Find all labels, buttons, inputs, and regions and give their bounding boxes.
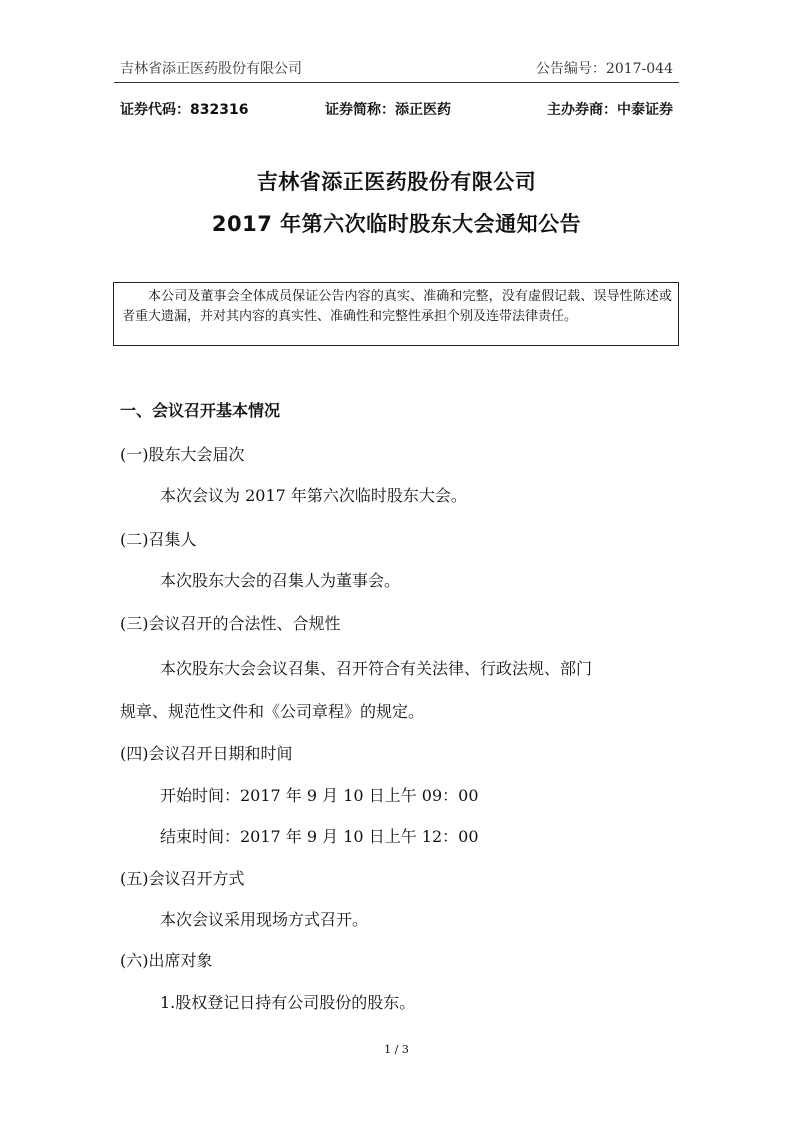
board-assurance-notice: 本公司及董事会全体成员保证公告内容的真实、准确和完整，没有虚假记载、误导性陈述或者重大遗漏，并对其内容的真实性、准确性和完整性承担个别及连带法律责任。: [113, 282, 679, 346]
subsection-heading: (四)会议召开日期和时间: [120, 744, 293, 763]
section-heading: 一、会议召开基本情况: [120, 401, 281, 420]
meeting-end-time: 结束时间：2017 年 9 月 10 日上午 12：00: [160, 827, 479, 846]
lead-broker: 主办券商：中泰证券: [547, 102, 673, 118]
header-company-name: 吉林省添正医药股份有限公司: [120, 61, 302, 77]
header-divider: [114, 82, 679, 83]
page-header: [120, 58, 673, 80]
subsection-text: 本次股东大会会议召集、召开符合有关法律、行政法规、部门: [160, 659, 593, 678]
subsection-heading: (五)会议召开方式: [120, 869, 245, 888]
securities-short-name: 证券简称：添正医药: [325, 102, 451, 118]
header-announcement-number: 公告编号：2017-044: [535, 61, 673, 77]
subsection-text: 本次会议为 2017 年第六次临时股东大会。: [160, 486, 467, 505]
attendee-item: 1.股权登记日持有公司股份的股东。: [160, 993, 416, 1012]
subsection-heading: (三)会议召开的合法性、合规性: [120, 614, 341, 633]
document-title-meeting: 2017 年第六次临时股东大会通知公告: [211, 212, 582, 236]
meeting-start-time: 开始时间：2017 年 9 月 10 日上午 09：00: [160, 786, 479, 805]
document-title-company: 吉林省添正医药股份有限公司: [256, 170, 537, 194]
subsection-text: 本次会议采用现场方式召开。: [160, 910, 369, 929]
subsection-text: 本次股东大会的召集人为董事会。: [160, 571, 401, 590]
subsection-heading: (二)召集人: [120, 530, 197, 549]
securities-code: 证券代码：832316: [120, 102, 249, 118]
page-number: 1 / 3: [384, 1043, 409, 1056]
subsection-heading: (一)股东大会届次: [120, 445, 245, 464]
securities-info-row: [120, 99, 673, 119]
subsection-text-continued: 规章、规范性文件和《公司章程》的规定。: [120, 702, 425, 721]
subsection-heading: (六)出席对象: [120, 951, 213, 970]
